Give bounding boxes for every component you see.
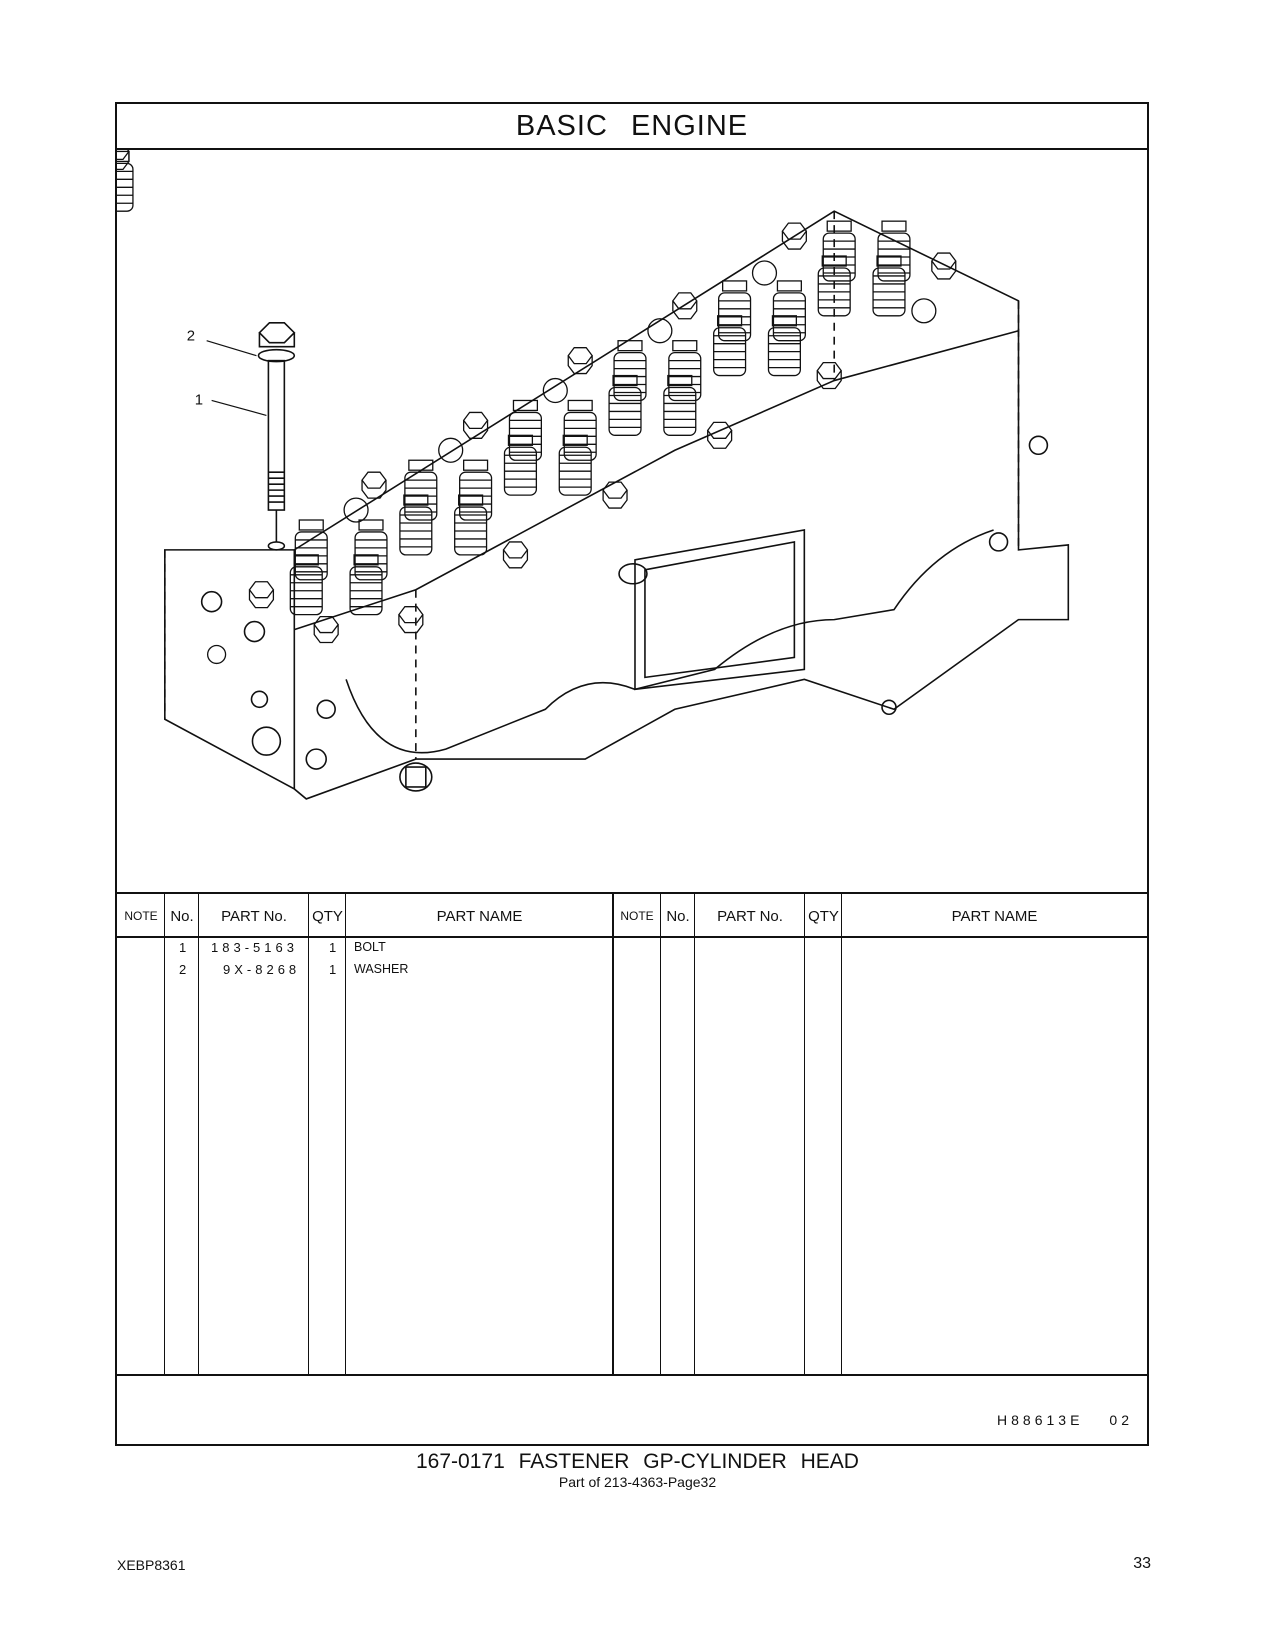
- header-note-left: NOTE: [124, 909, 158, 923]
- part-name: BOLT: [354, 940, 386, 954]
- callout-1: 1: [194, 391, 204, 409]
- illustration-number: H88613E: [997, 1412, 1084, 1428]
- illustration-code: [997, 1412, 1133, 1428]
- header-no-right: No.: [666, 907, 690, 925]
- part-name: WASHER: [354, 962, 409, 976]
- group-subcaption: Part of 213-4363-Page32: [558, 1474, 717, 1490]
- revision-number: 02: [1109, 1412, 1133, 1428]
- head-bolts: [117, 150, 956, 643]
- header-no-left: No.: [170, 907, 194, 925]
- table-row: [117, 938, 1147, 960]
- page-title: BASIC ENGINE: [117, 104, 1147, 150]
- quantity: 1: [329, 962, 337, 977]
- header-part-name-left: PART NAME: [436, 907, 523, 925]
- header-qty-left: QTY: [312, 907, 343, 925]
- quantity: 1: [329, 940, 337, 955]
- part-number: 183-5163: [211, 940, 298, 955]
- header-note-right: NOTE: [620, 909, 654, 923]
- item-no: 1: [179, 940, 187, 955]
- document-id: XEBP8361: [117, 1557, 186, 1573]
- group-caption: 167-0171 FASTENER GP-CYLINDER HEAD: [416, 1450, 859, 1473]
- header-part-no-left: PART No.: [221, 907, 287, 925]
- cylinder-head-outline: [165, 211, 1068, 799]
- valve-springs: [117, 151, 910, 614]
- callout-2: 2: [186, 327, 196, 345]
- page-number: 33: [1133, 1555, 1151, 1572]
- parts-page-frame: [115, 102, 1149, 1446]
- cylinder-head-illustration: [117, 150, 1147, 892]
- header-qty-right: QTY: [808, 907, 839, 925]
- parts-table-body: [117, 938, 1147, 1376]
- bolt-part: [268, 361, 284, 510]
- header-part-no-right: PART No.: [717, 907, 783, 925]
- item-no: 2: [179, 962, 187, 977]
- parts-table-header: [117, 892, 1147, 938]
- part-number: 9X-8268: [223, 962, 301, 977]
- header-part-name-right: PART NAME: [951, 907, 1038, 925]
- bolt-and-washer-callout: [207, 323, 295, 550]
- table-row: [117, 960, 1147, 982]
